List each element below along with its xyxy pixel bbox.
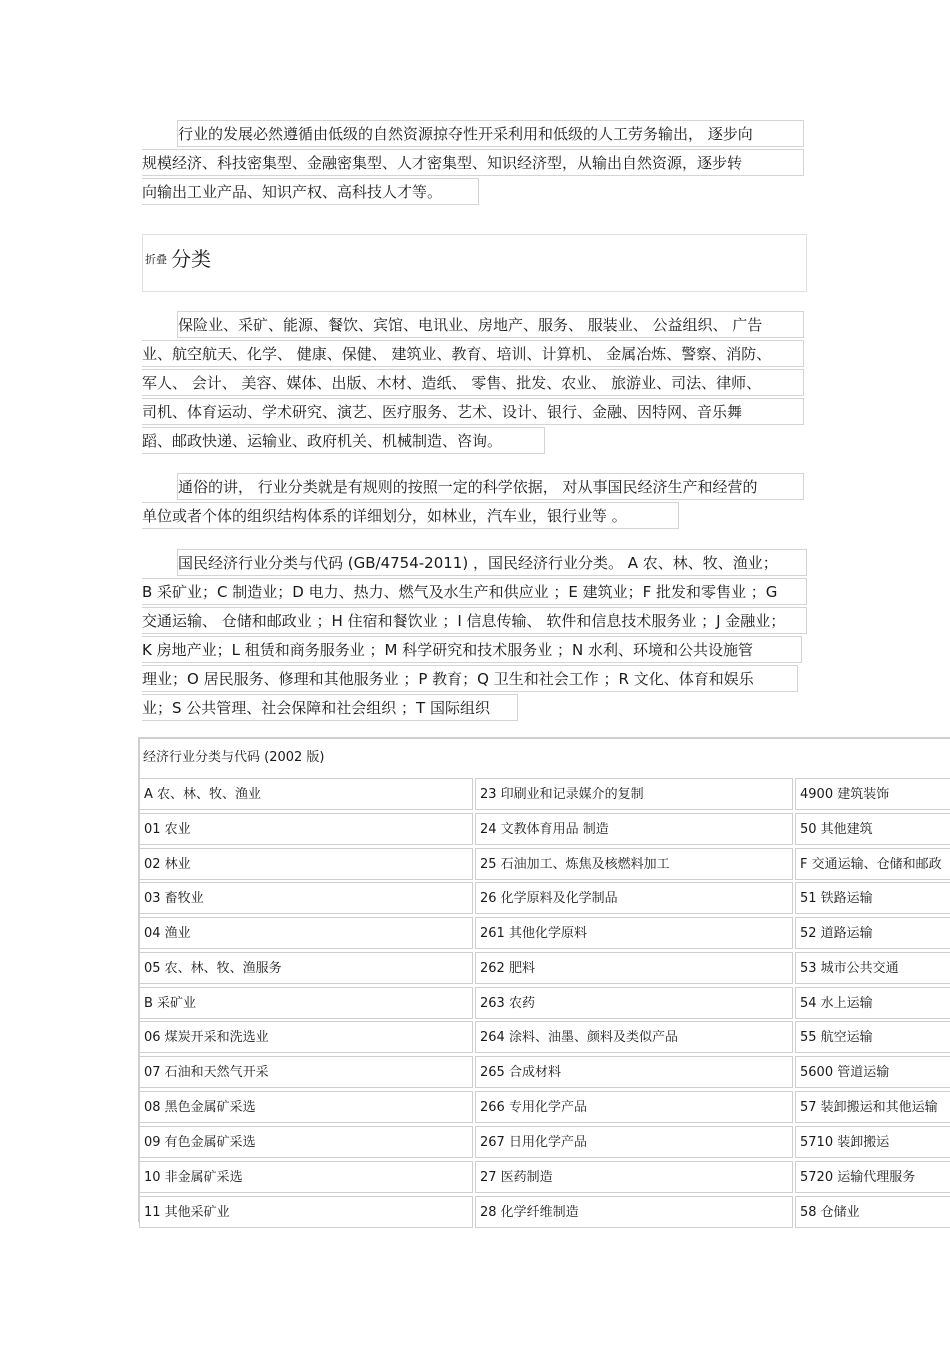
text-line: 单位或者个体的组织结构体系的详细划分，如林业，汽车业，银行业等 。 <box>142 502 679 529</box>
table-cell: 4900 建筑装饰 <box>795 778 950 810</box>
table-cell: 51 铁路运输 <box>795 882 950 914</box>
text-line: 向输出工业产品、知识产权、高科技人才等。 <box>142 178 479 205</box>
table-cell: 57 装卸搬运和其他运输 <box>795 1091 950 1123</box>
section-heading <box>142 234 807 292</box>
table-cell: 11 其他采矿业 <box>139 1196 473 1228</box>
table-cell: 50 其他建筑 <box>795 813 950 845</box>
table-cell: 264 涂料、油墨、颜料及类似产品 <box>475 1021 793 1053</box>
table-cell: 265 合成材料 <box>475 1056 793 1088</box>
text-line: 通俗的讲， 行业分类就是有规则的按照一定的科学依据， 对从事国民经济生产和经营的 <box>177 473 804 500</box>
text-line: 行业的发展必然遵循由低级的自然资源掠夺性开采利用和低级的人工劳务输出， 逐步向 <box>177 120 804 147</box>
table-cell: B 采矿业 <box>139 987 473 1019</box>
table-cell: 5600 管道运输 <box>795 1056 950 1088</box>
table-cell: 263 农药 <box>475 987 793 1019</box>
table-cell: 23 印刷业和记录媒介的复制 <box>475 778 793 810</box>
text-line: 蹈、邮政快递、运输业、政府机关、机械制造、咨询。 <box>142 427 545 454</box>
table-cell: 26 化学原料及化学制品 <box>475 882 793 914</box>
text-line: 业、航空航天、化学、 健康、保健、 建筑业、教育、培训、计算机、 金属冶炼、警察、消防、 <box>142 340 804 367</box>
collapse-link[interactable]: 折叠 <box>145 253 167 266</box>
table-cell: 24 文教体育用品 制造 <box>475 813 793 845</box>
table-cell: 04 渔业 <box>139 917 473 949</box>
text-line: 理业；O 居民服务、修理和其他服务业 ；P 教育；Q 卫生和社会工作 ；R 文化、体育和娱乐 <box>142 665 798 692</box>
text-line: 国民经济行业分类与代码 (GB/4754-2011) ，国民经济行业分类。 A 农、林、牧、渔业； <box>177 549 807 576</box>
table-cell: F 交通运输、仓储和邮政 <box>795 848 950 880</box>
text-line: 业；S 公共管理、社会保障和社会组织 ；T 国际组织 <box>142 694 518 721</box>
text-line: K 房地产业；L 租赁和商务服务业 ；M 科学研究和技术服务业 ；N 水利、环境和公共设施管 <box>142 636 802 663</box>
table-cell: 58 仓储业 <box>795 1196 950 1228</box>
text-line: B 采矿业；C 制造业；D 电力、热力、燃气及水生产和供应业 ；E 建筑业；F 批发和零售业 ；G <box>142 578 807 605</box>
text-line: 保险业、采矿、能源、餐饮、宾馆、电讯业、房地产、服务、 服装业、 公益组织、 广告 <box>177 311 804 338</box>
table-cell: 01 农业 <box>139 813 473 845</box>
table-cell: 261 其他化学原料 <box>475 917 793 949</box>
table-cell: 53 城市公共交通 <box>795 952 950 984</box>
text-line: 交通运输、 仓储和邮政业 ；H 住宿和餐饮业 ；I 信息传输、 软件和信息技术服务业 ；J 金融业； <box>142 607 807 634</box>
table-cell: 25 石油加工、炼焦及核燃料加工 <box>475 848 793 880</box>
table-cell: A 农、林、牧、渔业 <box>139 778 473 810</box>
table-cell: 262 肥料 <box>475 952 793 984</box>
table-cell: 02 林业 <box>139 848 473 880</box>
table-cell: 54 水上运输 <box>795 987 950 1019</box>
section-title: 分类 <box>171 247 211 271</box>
table-cell: 5720 运输代理服务 <box>795 1161 950 1193</box>
table-cell: 27 医药制造 <box>475 1161 793 1193</box>
table-cell: 52 道路运输 <box>795 917 950 949</box>
table-cell: 5710 装卸搬运 <box>795 1126 950 1158</box>
table-cell: 07 石油和天然气开采 <box>139 1056 473 1088</box>
text-line: 司机、体育运动、学术研究、演艺、医疗服务、艺术、设计、银行、金融、因特网、音乐舞 <box>142 398 804 425</box>
table-cell: 10 非金属矿采选 <box>139 1161 473 1193</box>
table-cell: 28 化学纤维制造 <box>475 1196 793 1228</box>
text-line: 规模经济、科技密集型、金融密集型、人才密集型、知识经济型，从输出自然资源，逐步转 <box>142 149 804 176</box>
table-cell: 267 日用化学产品 <box>475 1126 793 1158</box>
table-cell: 09 有色金属矿采选 <box>139 1126 473 1158</box>
table-cell: 08 黑色金属矿采选 <box>139 1091 473 1123</box>
table-cell: 06 煤炭开采和洗选业 <box>139 1021 473 1053</box>
table-cell: 05 农、林、牧、渔服务 <box>139 952 473 984</box>
table-cell: 266 专用化学产品 <box>475 1091 793 1123</box>
table-title: 经济行业分类与代码 (2002 版) <box>143 750 325 765</box>
table-cell: 55 航空运输 <box>795 1021 950 1053</box>
text-line: 军人、 会计、 美容、媒体、出版、木材、造纸、 零售、批发、农业、 旅游业、司法、律师、 <box>142 369 804 396</box>
table-cell: 03 畜牧业 <box>139 882 473 914</box>
